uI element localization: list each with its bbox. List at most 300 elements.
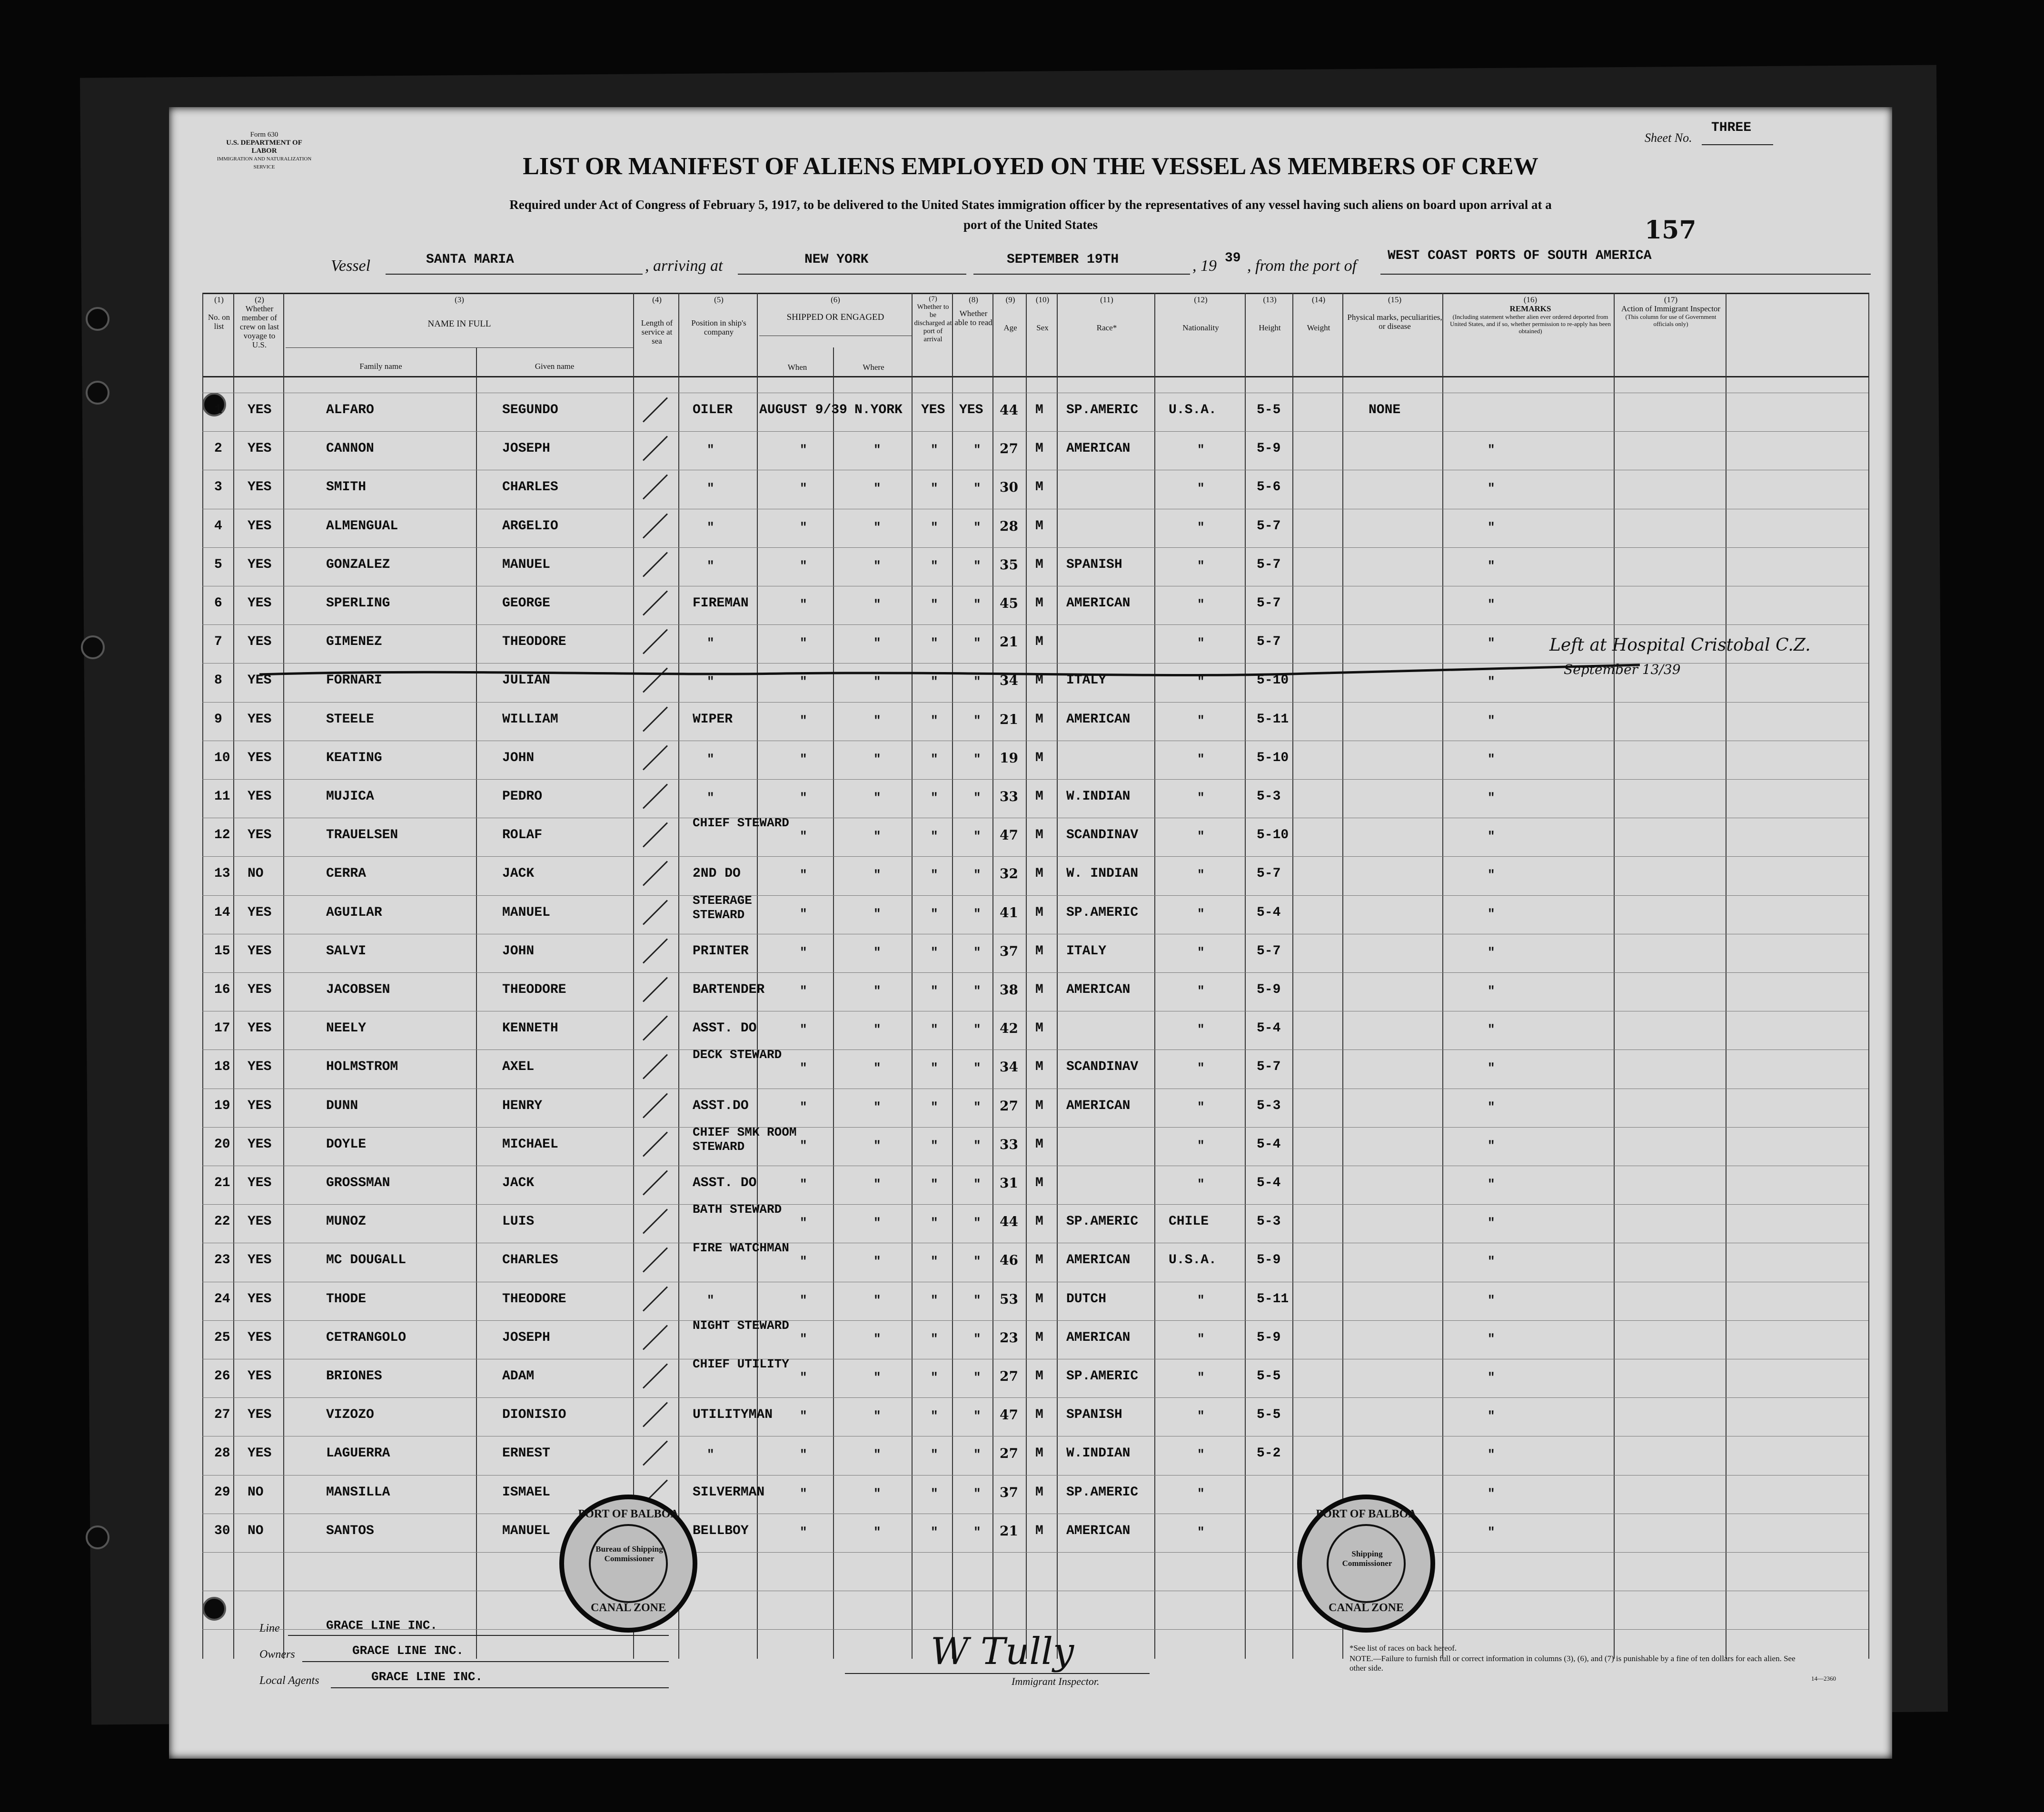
given-name: THEODORE [502, 634, 566, 650]
age: 33 [1000, 1136, 1018, 1152]
ditto-mark: ″ [707, 520, 714, 535]
ditto-mark: ″ [973, 1447, 981, 1462]
sex: M [1035, 596, 1043, 611]
previous-voyage: YES [248, 712, 272, 727]
race: AMERICAN [1066, 1253, 1131, 1268]
col-label: Whether member of crew on last voyage to U.S. [239, 304, 279, 349]
ditto-mark: ″ [1488, 1486, 1495, 1501]
given-name: JOSEPH [502, 1330, 550, 1345]
height: 5-7 [1257, 943, 1281, 959]
sex: M [1035, 518, 1043, 534]
position: PRINTER [693, 943, 749, 959]
sheet-no-label: Sheet No. [1645, 131, 1692, 145]
height: 5-5 [1257, 1369, 1281, 1384]
row-number: 2 [214, 441, 222, 456]
header-bottom-rule [202, 376, 1868, 377]
row-number: 27 [214, 1407, 230, 1423]
column-rule [233, 293, 234, 1659]
family-name: BRIONES [326, 1369, 382, 1384]
ditto-mark: ″ [707, 1293, 714, 1307]
col-11-header [1059, 295, 1154, 332]
ditto-mark: ″ [931, 868, 938, 882]
given-name: THEODORE [502, 982, 566, 997]
ditto-mark: ″ [931, 1099, 938, 1114]
col-label: Whether able to read [954, 309, 992, 327]
previous-voyage: NO [248, 1485, 264, 1500]
ditto-mark: ″ [800, 1331, 807, 1346]
ditto-mark: ″ [931, 481, 938, 496]
ditto-mark: ″ [931, 597, 938, 612]
ditto-mark: ″ [873, 1022, 881, 1037]
family-name: VIZOZO [326, 1407, 374, 1423]
given-name: SEGUNDO [502, 403, 558, 417]
col-label: Position in ship's company [691, 318, 746, 337]
ditto-mark: ″ [1197, 520, 1205, 535]
col-number: (15) [1388, 295, 1402, 304]
race: DUTCH [1066, 1291, 1107, 1307]
race: AMERICAN [1066, 1330, 1131, 1345]
ditto-mark: ″ [873, 906, 881, 921]
ditto-mark: ″ [800, 1486, 807, 1501]
height: 5-3 [1257, 1214, 1281, 1229]
position: ASST. DO [693, 1021, 757, 1036]
given-name: ADAM [502, 1369, 535, 1384]
col-number: (6) [831, 295, 840, 304]
race: SP.AMERIC [1066, 1214, 1139, 1229]
position: CHIEF SMK ROOM STEWARD [693, 1125, 797, 1154]
height: 5-9 [1257, 982, 1281, 997]
inspector-signature: W Tully [931, 1630, 1074, 1673]
sex: M [1035, 789, 1043, 804]
previous-voyage: YES [248, 828, 272, 843]
family-name: DOYLE [326, 1137, 367, 1152]
ditto-mark: ″ [800, 1061, 807, 1076]
ditto-mark: ″ [1488, 636, 1495, 651]
previous-voyage: YES [248, 673, 272, 688]
given-name: MICHAEL [502, 1137, 558, 1152]
age: 44 [1000, 1214, 1018, 1230]
ditto-mark: ″ [800, 443, 807, 457]
agents-rule [331, 1687, 669, 1688]
seal-middle-text: Shipping Commissioner [1342, 1549, 1392, 1568]
given-name: ISMAEL [502, 1485, 550, 1500]
given-name: AXEL [502, 1059, 535, 1075]
row-number: 11 [214, 789, 230, 804]
height: 5-6 [1257, 480, 1281, 495]
row-rule [202, 1204, 1868, 1205]
column-rule [833, 347, 834, 1659]
ditto-mark: ″ [1197, 1022, 1205, 1037]
family-name: CERRA [326, 866, 367, 881]
ditto-mark: ″ [973, 906, 981, 921]
position: FIREMAN [693, 596, 749, 611]
col-8-header [954, 295, 992, 327]
ditto-mark: ″ [873, 1216, 881, 1230]
ditto-mark: ″ [1488, 829, 1495, 844]
row-number: 15 [214, 943, 230, 959]
ditto-mark: ″ [1197, 1099, 1205, 1114]
race: AMERICAN [1066, 441, 1131, 456]
sex: M [1035, 1137, 1043, 1152]
ditto-mark: ″ [973, 713, 981, 728]
ditto-mark: ″ [1197, 829, 1205, 844]
length-of-service-mark [643, 436, 668, 461]
ditto-mark: ″ [1488, 1370, 1495, 1385]
ditto-mark: ″ [707, 558, 714, 573]
col-label: No. on list [208, 313, 230, 331]
ditto-mark: ″ [931, 636, 938, 651]
col-number: (2) [255, 295, 264, 304]
line-label: Line [259, 1622, 280, 1634]
age: 37 [1000, 1484, 1018, 1500]
previous-voyage: YES [248, 1446, 272, 1461]
ditto-mark: ″ [1488, 945, 1495, 960]
previous-voyage: YES [248, 441, 272, 456]
age: 33 [1000, 789, 1018, 804]
ditto-mark: ″ [1197, 868, 1205, 882]
row-number: 24 [214, 1291, 230, 1307]
given-name: MANUEL [502, 905, 550, 920]
ditto-mark: ″ [873, 945, 881, 960]
ditto-mark: ″ [800, 1216, 807, 1230]
sex: M [1035, 1059, 1043, 1075]
owners-value: GRACE LINE INC. [352, 1644, 464, 1658]
ditto-mark: ″ [931, 713, 938, 728]
able-to-read: YES [959, 403, 983, 417]
ditto-mark: ″ [873, 752, 881, 766]
given-name: PEDRO [502, 789, 543, 804]
ditto-mark: ″ [800, 1022, 807, 1037]
ditto-mark: ″ [800, 481, 807, 496]
ditto-mark: ″ [1488, 1138, 1495, 1153]
seal-bottom-text: CANAL ZONE [1328, 1602, 1404, 1614]
sex: M [1035, 1291, 1043, 1307]
previous-voyage: YES [248, 557, 272, 572]
position: CHIEF UTILITY [693, 1357, 789, 1371]
given-name: CHARLES [502, 480, 558, 495]
given-name: WILLIAM [502, 712, 558, 727]
given-name: JACK [502, 1176, 535, 1190]
ditto-mark: ″ [873, 1293, 881, 1307]
ditto-mark: ″ [931, 443, 938, 457]
ditto-mark: ″ [973, 791, 981, 805]
given-name: LUIS [502, 1214, 535, 1229]
col-6-header [759, 295, 912, 322]
col-2-header [236, 295, 283, 349]
sheet-no-rule [1702, 144, 1773, 145]
vessel-label: Vessel [331, 257, 371, 275]
row-rule [202, 779, 1868, 780]
family-name: DUNN [326, 1098, 358, 1113]
given-name: JOHN [502, 750, 535, 765]
row-number: 8 [214, 673, 222, 688]
ditto-mark: ″ [1197, 1138, 1205, 1153]
sex: M [1035, 673, 1043, 688]
family-name: JACOBSEN [326, 982, 390, 997]
row-number: 26 [214, 1369, 230, 1384]
age: 34 [1000, 673, 1018, 689]
ditto-mark: ″ [973, 443, 981, 457]
sex: M [1035, 1021, 1043, 1036]
ditto-mark: ″ [973, 1177, 981, 1191]
family-name: STEELE [326, 712, 374, 727]
ditto-mark: ″ [973, 481, 981, 496]
age: 38 [1000, 982, 1018, 998]
ditto-mark: ″ [873, 481, 881, 496]
race: SPANISH [1066, 557, 1122, 572]
length-of-service-mark [643, 475, 668, 500]
col-16-header [1447, 295, 1614, 335]
row-number: 10 [214, 750, 230, 765]
length-of-service-mark [643, 1093, 668, 1118]
sex: M [1035, 634, 1043, 650]
seal-top-text: PORT OF BALBOA [1316, 1508, 1417, 1520]
ditto-mark: ″ [873, 597, 881, 612]
signature-rule [845, 1673, 1150, 1674]
departure-port: WEST COAST PORTS OF SOUTH AMERICA [1388, 248, 1652, 263]
shipped-where-header: Where [863, 363, 884, 372]
from-label: , from the port of [1247, 257, 1357, 275]
ditto-mark: ″ [800, 636, 807, 651]
row-rule [202, 895, 1868, 896]
arrival-port: NEW YORK [804, 252, 869, 267]
ditto-mark: ″ [800, 1293, 807, 1307]
arrival-date-rule [973, 274, 1190, 275]
race: AMERICAN [1066, 596, 1131, 611]
ditto-mark: ″ [800, 829, 807, 844]
previous-voyage: YES [248, 982, 272, 997]
race: W.INDIAN [1066, 1446, 1131, 1461]
ditto-mark: ″ [1488, 1409, 1495, 1424]
ditto-mark: ″ [1197, 597, 1205, 612]
position: DECK STEWARD [693, 1048, 782, 1062]
previous-voyage: YES [248, 750, 272, 765]
agents-value: GRACE LINE INC. [371, 1670, 483, 1684]
given-name: DIONISIO [502, 1407, 566, 1423]
col-7-header [914, 295, 952, 344]
sex: M [1035, 403, 1043, 417]
ditto-mark: ″ [707, 481, 714, 496]
height: 5-10 [1257, 750, 1289, 765]
age: 35 [1000, 556, 1018, 573]
sex: M [1035, 750, 1043, 765]
page-number: 157 [1645, 216, 1697, 245]
ditto-mark: ″ [931, 945, 938, 960]
given-name: ARGELIO [502, 518, 558, 534]
age: 45 [1000, 595, 1018, 611]
ditto-mark: ″ [873, 558, 881, 573]
position: 2ND DO [693, 866, 741, 881]
ditto-mark: ″ [873, 1061, 881, 1076]
sheet-no: THREE [1711, 120, 1752, 135]
nationality: U.S.A. [1169, 1253, 1217, 1268]
given-name: JACK [502, 866, 535, 881]
sex: M [1035, 1214, 1043, 1229]
race: SP.AMERIC [1066, 1369, 1139, 1384]
ditto-mark: ″ [1197, 481, 1205, 496]
given-name: ROLAF [502, 828, 543, 843]
ditto-mark: ″ [1488, 520, 1495, 535]
ditto-mark: ″ [1488, 752, 1495, 766]
discharged: YES [921, 403, 945, 417]
ditto-mark: ″ [973, 829, 981, 844]
ditto-mark: ″ [1197, 1525, 1205, 1539]
ditto-mark: ″ [873, 1331, 881, 1346]
age: 23 [1000, 1329, 1018, 1346]
ditto-mark: ″ [1197, 1293, 1205, 1307]
previous-voyage: YES [248, 403, 272, 417]
row-number: 12 [214, 828, 230, 843]
ditto-mark: ″ [1197, 1447, 1205, 1462]
family-name: GONZALEZ [326, 557, 390, 572]
column-rule [283, 293, 284, 1659]
given-name: GEORGE [502, 596, 550, 611]
ditto-mark: ″ [873, 984, 881, 998]
row-number: 22 [214, 1214, 230, 1229]
ditto-mark: ″ [1197, 1061, 1205, 1076]
ditto-mark: ″ [931, 791, 938, 805]
ditto-mark: ″ [1488, 713, 1495, 728]
form-number: Form 630 [250, 131, 278, 139]
ditto-mark: ″ [1197, 1331, 1205, 1346]
family-name: MANSILLA [326, 1485, 390, 1500]
ditto-mark: ″ [800, 906, 807, 921]
col-number: (12) [1194, 295, 1208, 304]
given-name-header: Given name [535, 362, 575, 371]
length-of-service-mark [643, 1363, 668, 1388]
shipped-when-header: When [787, 363, 807, 372]
height: 5-4 [1257, 905, 1281, 920]
previous-voyage: YES [248, 943, 272, 959]
length-of-service-mark [643, 629, 668, 654]
length-of-service-mark [643, 1170, 668, 1195]
previous-voyage: YES [248, 480, 272, 495]
col-label: Weight [1307, 323, 1330, 332]
row-rule [202, 1127, 1868, 1128]
vessel-name: SANTA MARIA [426, 252, 514, 267]
ditto-mark: ″ [1488, 791, 1495, 805]
ditto-mark: ″ [973, 1254, 981, 1269]
previous-voyage: YES [248, 1098, 272, 1113]
family-name: KEATING [326, 750, 382, 765]
row-rule [202, 1552, 1868, 1553]
race: SP.AMERIC [1066, 403, 1139, 417]
family-name: CANNON [326, 441, 374, 456]
col-17-header [1616, 295, 1726, 327]
col-15-header [1345, 295, 1445, 331]
agents-label: Local Agents [259, 1674, 319, 1687]
ditto-mark: ″ [800, 1254, 807, 1269]
col-label: SHIPPED OR ENGAGED [786, 312, 884, 322]
length-of-service-mark [643, 745, 668, 770]
ditto-mark: ″ [1197, 443, 1205, 457]
race: AMERICAN [1066, 1523, 1131, 1538]
ditto-mark: ″ [873, 1525, 881, 1539]
family-name: MC DOUGALL [326, 1253, 407, 1268]
ditto-mark: ″ [1488, 597, 1495, 612]
row-rule [202, 1320, 1868, 1321]
ditto-mark: ″ [873, 520, 881, 535]
col-number: (17) [1664, 295, 1678, 304]
position: FIRE WATCHMAN [693, 1241, 789, 1256]
inspector-label: Immigrant Inspector. [1012, 1675, 1100, 1687]
length-of-service-mark [643, 1248, 668, 1273]
col-sublabel: (This column for use of Government officials only) [1625, 313, 1717, 327]
sex: M [1035, 557, 1043, 572]
race: W.INDIAN [1066, 789, 1131, 804]
family-name: SANTOS [326, 1523, 374, 1538]
arrival-port-rule [738, 274, 966, 275]
col-sublabel: (Including statement whether alien ever ordered deported from United States, and if so, whether permission to re-apply has been obtained) [1450, 313, 1611, 335]
sex: M [1035, 1330, 1043, 1345]
ditto-mark: ″ [1488, 1293, 1495, 1307]
ditto-mark: ″ [800, 752, 807, 766]
ditto-mark: ″ [973, 984, 981, 998]
column-rule [757, 293, 758, 1659]
given-name: THEODORE [502, 1291, 566, 1307]
ditto-mark: ″ [973, 1409, 981, 1424]
sex: M [1035, 1523, 1043, 1538]
age: 30 [1000, 479, 1018, 495]
ditto-mark: ″ [1488, 1216, 1495, 1230]
age: 21 [1000, 634, 1018, 650]
position: CHIEF STEWARD [693, 816, 789, 831]
age: 21 [1000, 711, 1018, 727]
length-of-service-mark [643, 938, 668, 963]
ditto-mark: ″ [800, 1177, 807, 1191]
height: 5-7 [1257, 596, 1281, 611]
col-number: (8) [969, 295, 978, 304]
col-label: Physical marks, peculiarities, or disease [1347, 313, 1442, 331]
manifest-sheet [169, 107, 1892, 1759]
ditto-mark: ″ [931, 829, 938, 844]
row-number: 25 [214, 1330, 230, 1345]
col-label: Height [1259, 323, 1281, 332]
col-label: Length of service at sea [641, 318, 673, 346]
ditto-mark: ″ [931, 1254, 938, 1269]
ditto-mark: ″ [931, 1370, 938, 1385]
ditto-mark: ″ [931, 558, 938, 573]
remark-row-7-line-1: Left at Hospital Cristobal C.Z. [1549, 635, 1811, 655]
given-name: JOHN [502, 943, 535, 959]
length-of-service-mark [643, 1209, 668, 1234]
col-label: Nationality [1182, 323, 1219, 332]
nationality: CHILE [1169, 1214, 1209, 1229]
ditto-mark: ″ [1488, 1254, 1495, 1269]
ditto-mark: ″ [973, 1216, 981, 1230]
given-name: MANUEL [502, 557, 550, 572]
ditto-mark: ″ [1197, 1486, 1205, 1501]
position: UTILITYMAN [693, 1407, 773, 1423]
age: 47 [1000, 1407, 1018, 1423]
line-value: GRACE LINE INC. [326, 1618, 438, 1633]
col-number: (9) [1005, 295, 1015, 304]
family-name: ALMENGUAL [326, 518, 398, 534]
length-of-service-mark [643, 783, 668, 809]
race: W. INDIAN [1066, 866, 1139, 881]
length-of-service-mark [643, 977, 668, 1002]
sex: M [1035, 1485, 1043, 1500]
previous-voyage: YES [248, 1059, 272, 1075]
ditto-mark: ″ [931, 1486, 938, 1501]
ditto-mark: ″ [931, 1216, 938, 1230]
ditto-mark: ″ [973, 636, 981, 651]
ditto-mark: ″ [1488, 1525, 1495, 1539]
ditto-mark: ″ [1488, 1447, 1495, 1462]
owners-label: Owners [259, 1648, 295, 1661]
length-of-service-mark [643, 1286, 668, 1311]
col-label: Race* [1096, 323, 1117, 332]
